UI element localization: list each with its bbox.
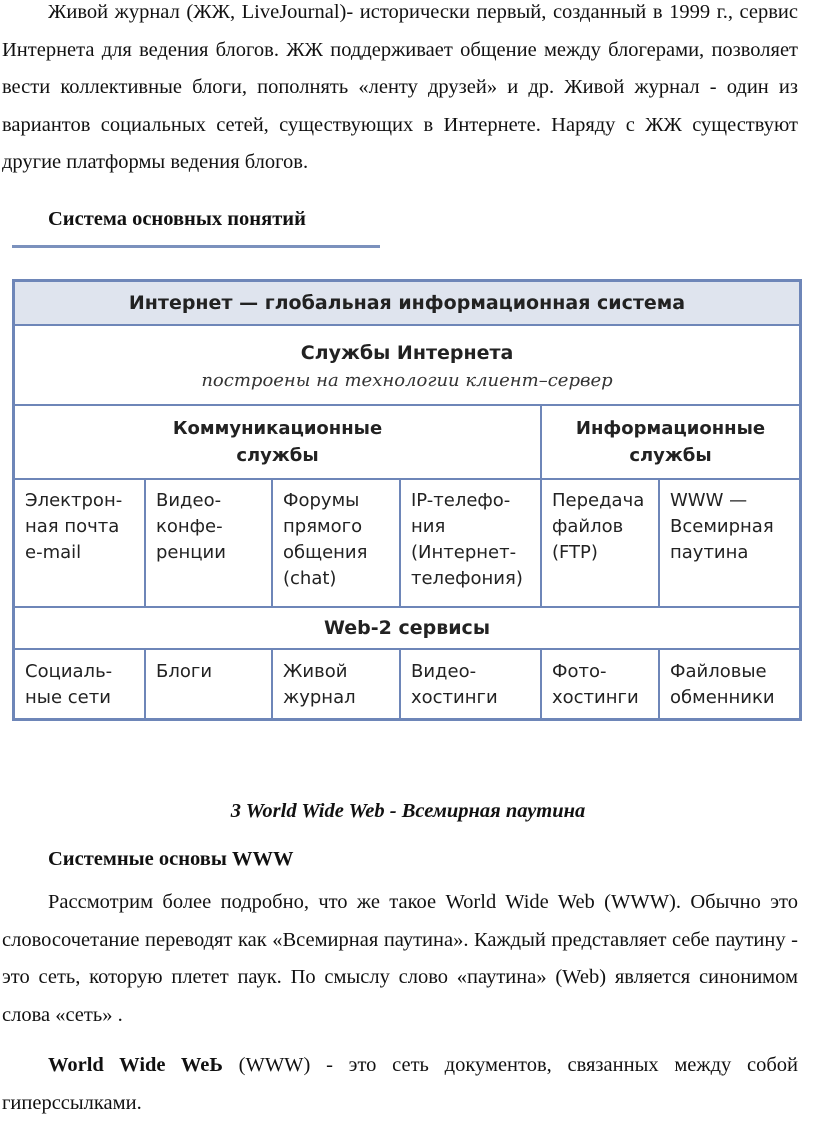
service-video-conferencing: Видео-конфе-ренции bbox=[145, 479, 272, 607]
communication-services-header: Коммуникационные службы bbox=[14, 405, 541, 479]
web2-header: Web-2 сервисы bbox=[14, 607, 800, 649]
web2-video-hosting: Видео-хостинги bbox=[400, 649, 541, 719]
diagram-title: Интернет — глобальная информационная система bbox=[14, 281, 800, 325]
services-header bbox=[14, 325, 800, 405]
internet-services-diagram bbox=[12, 279, 802, 721]
web2-blogs: Блоги bbox=[145, 649, 272, 719]
services-subtitle: построены на технологии клиент–сервер bbox=[201, 370, 613, 391]
www-paragraph: Рассмотрим более подробно, что же такое World Wide Web (WWW). Обычно это словосочетание переводят как «Всемирная паутина». Каждый представляет себе паутину - это сеть, которую плетет паук. По смыслу слово «паутина» (Web) является синонимом слова «сеть» . bbox=[2, 891, 798, 1026]
service-ip-telephony: IP-телефо-ния (Интернет-телефония) bbox=[400, 479, 541, 607]
information-services-header: Информационные службы bbox=[541, 405, 800, 479]
web2-livejournal: Живой журнал bbox=[272, 649, 400, 719]
intro-paragraph: Живой журнал (ЖЖ, LiveJournal)- исторически первый, созданный в 1999 г., сервис Интернета для ведения блогов. ЖЖ поддерживает общение между блогерами, позволяет вести коллективные блоги, пополнять «ленту друзей» и др. Живой журнал - один из вариантов социальных сетей, существующих в Интернете. Наряду с ЖЖ существуют другие платформы ведения блогов. bbox=[2, 1, 798, 173]
web2-photo-hosting: Фото-хостинги bbox=[541, 649, 659, 719]
heading-underline bbox=[12, 245, 380, 248]
concepts-heading: Система основных понятий bbox=[48, 208, 306, 230]
service-www: WWW — Всемирная паутина bbox=[659, 479, 800, 607]
service-chat-forums: Форумы прямого общения (chat) bbox=[272, 479, 400, 607]
www-term: World Wide WeЬ bbox=[48, 1054, 223, 1076]
web2-social-networks: Социаль-ные сети bbox=[14, 649, 145, 719]
www-definition-paragraph bbox=[2, 1047, 798, 1122]
www-heading: Системные основы WWW bbox=[48, 848, 294, 870]
web2-file-sharing: Файловые обменники bbox=[659, 649, 800, 719]
service-ftp: Передача файлов (FTP) bbox=[541, 479, 659, 607]
service-email: Электрон-ная почта e-mail bbox=[14, 479, 145, 607]
services-title: Службы Интернета bbox=[300, 342, 514, 364]
section-title: 3 World Wide Web - Всемирная паутина bbox=[230, 800, 586, 822]
www-definition: (WWW) - это сеть документов, связанных между собой гиперссылками. bbox=[2, 1054, 798, 1114]
